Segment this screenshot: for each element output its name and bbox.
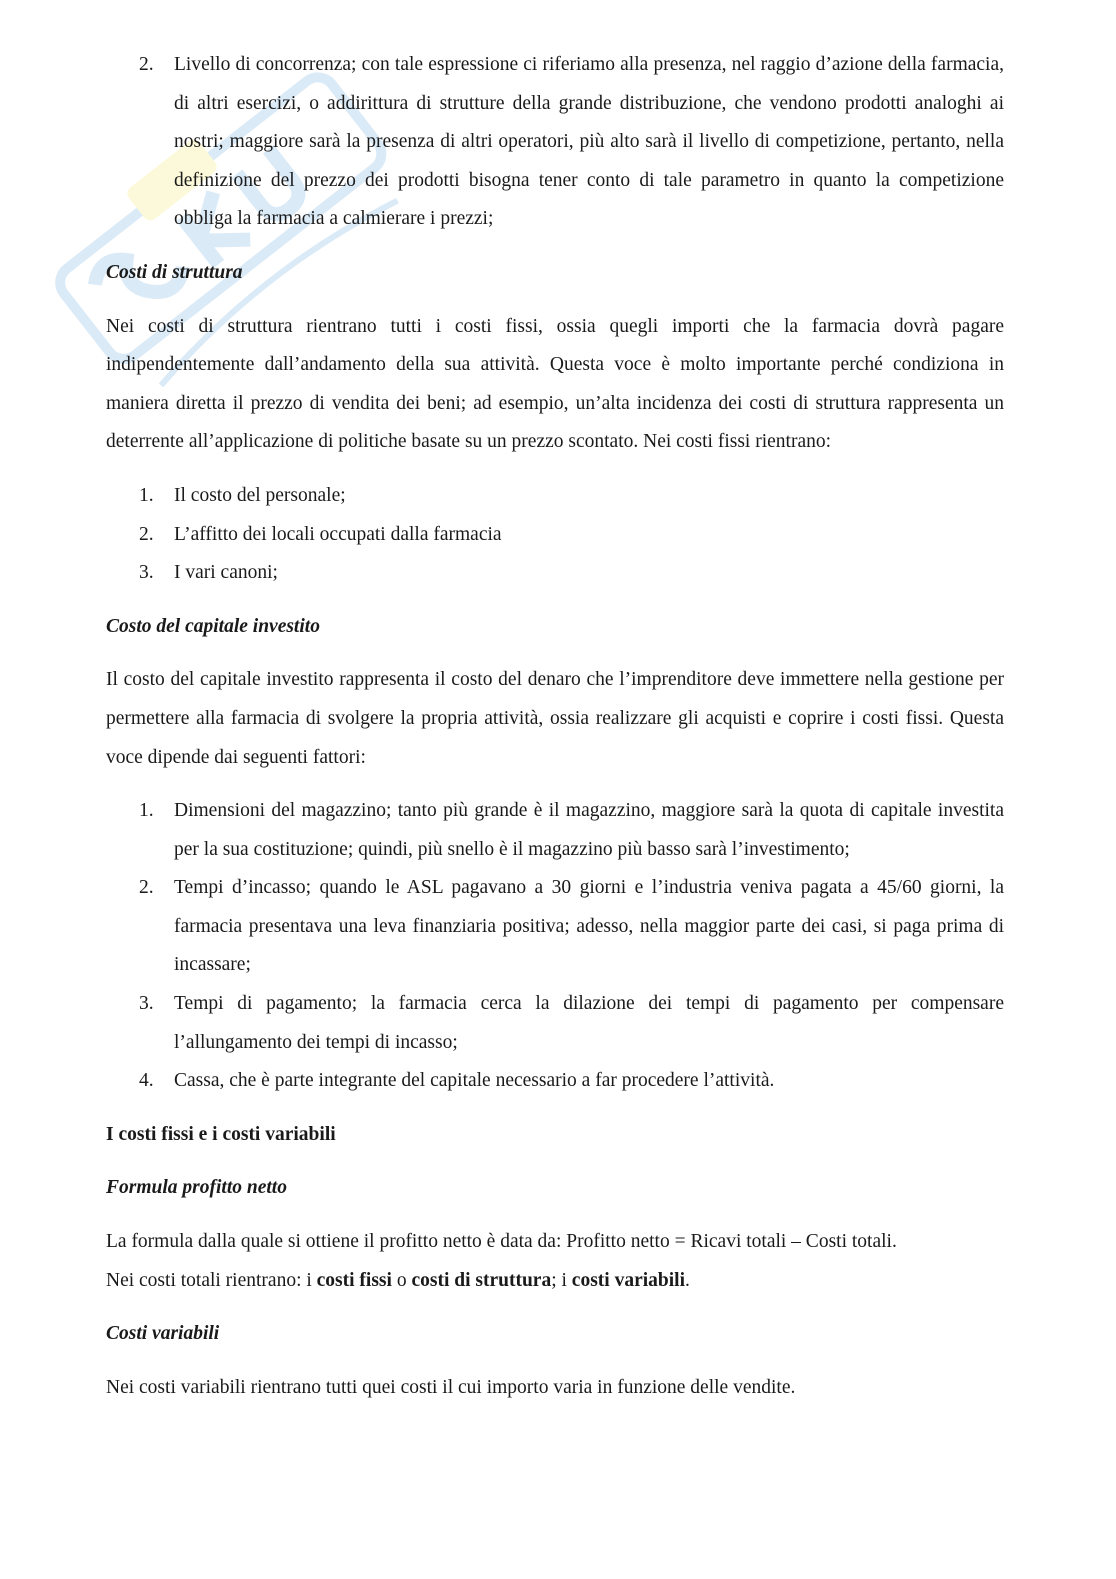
list-item: 2. L’affitto dei locali occupati dalla farmacia <box>139 523 502 545</box>
section-heading: I costi fissi e i costi variabili <box>106 1123 336 1145</box>
list-item: 2. Tempi d’incasso; quando le ASL pagavano a 30 giorni e l’industria veniva pagata a 45/60 giorni, la farmacia presentava una leva finanziaria positiva; adesso, nella maggior parte dei casi, si paga prima di incassare; <box>139 877 1004 976</box>
section-heading: Costo del capitale investito <box>106 615 320 637</box>
paragraph: Nei costi di struttura rientrano tutti i costi fissi, ossia quegli importi che la farmacia dovrà pagare indipendentemente dall’andamento della sua attività. Questa voce è molto importante perché condiziona in maniera diretta il prezzo di vendita dei beni; ad esempio, un’alta incidenza dei costi di struttura rappresenta un deterrente all’applicazione di politiche basate su un prezzo scontato. Nei costi fissi rientrano: <box>106 315 1004 453</box>
paragraph: Nei costi variabili rientrano tutti quei costi il cui importo varia in funzione delle vendite. <box>106 1376 796 1398</box>
capital-factors-list <box>106 792 1004 1101</box>
list-item: 3. Tempi di pagamento; la farmacia cerca la dilazione dei tempi di pagamento per compensare l’allungamento dei tempi di incasso; <box>139 993 1004 1053</box>
fixed-costs-list <box>106 477 1004 593</box>
list-item: 3. I vari canoni; <box>139 562 278 584</box>
formula-paragraph: La formula dalla quale si ottiene il profitto netto è data da: Profitto netto = Ricavi totali – Costi totali. Nei costi totali rientrano: i costi fissi o costi di struttura; i costi variabili. <box>106 1231 897 1291</box>
list-item: 2. Livello di concorrenza; con tale espressione ci riferiamo alla presenza, nel raggio d’azione della farmacia, di altri esercizi, o addirittura di strutture della grande distribuzione, che vendono prodotti analoghi ai nostri; maggiore sarà la presenza di altri operatori, più alto sarà il livello di competizione, pertanto, nella definizione del prezzo dei prodotti bisogna tener conto di tale parametro in quanto la competizione obbliga la farmacia a calmierare i prezzi; <box>139 54 1004 230</box>
section-heading: Formula profitto netto <box>106 1177 287 1199</box>
document-page <box>106 46 1004 1407</box>
list-item: 1. Dimensioni del magazzino; tanto più grande è il magazzino, maggiore sarà la quota di capitale investita per la sua costituzione; quindi, più snello è il magazzino più basso sarà l’investimento; <box>139 800 1004 860</box>
factor-list-continued <box>106 46 1004 239</box>
list-item: 4. Cassa, che è parte integrante del capitale necessario a far procedere l’attività. <box>139 1070 775 1092</box>
section-heading: Costi di struttura <box>106 261 243 283</box>
section-heading: Costi variabili <box>106 1323 220 1345</box>
paragraph: Il costo del capitale investito rappresenta il costo del denaro che l’imprenditore deve immettere nella gestione per permettere alla farmacia di svolgere la propria attività, ossia realizzare gli acquisti e coprire i costi fissi. Questa voce dipende dai seguenti fattori: <box>106 669 1004 768</box>
list-item: 1. Il costo del personale; <box>139 484 346 506</box>
